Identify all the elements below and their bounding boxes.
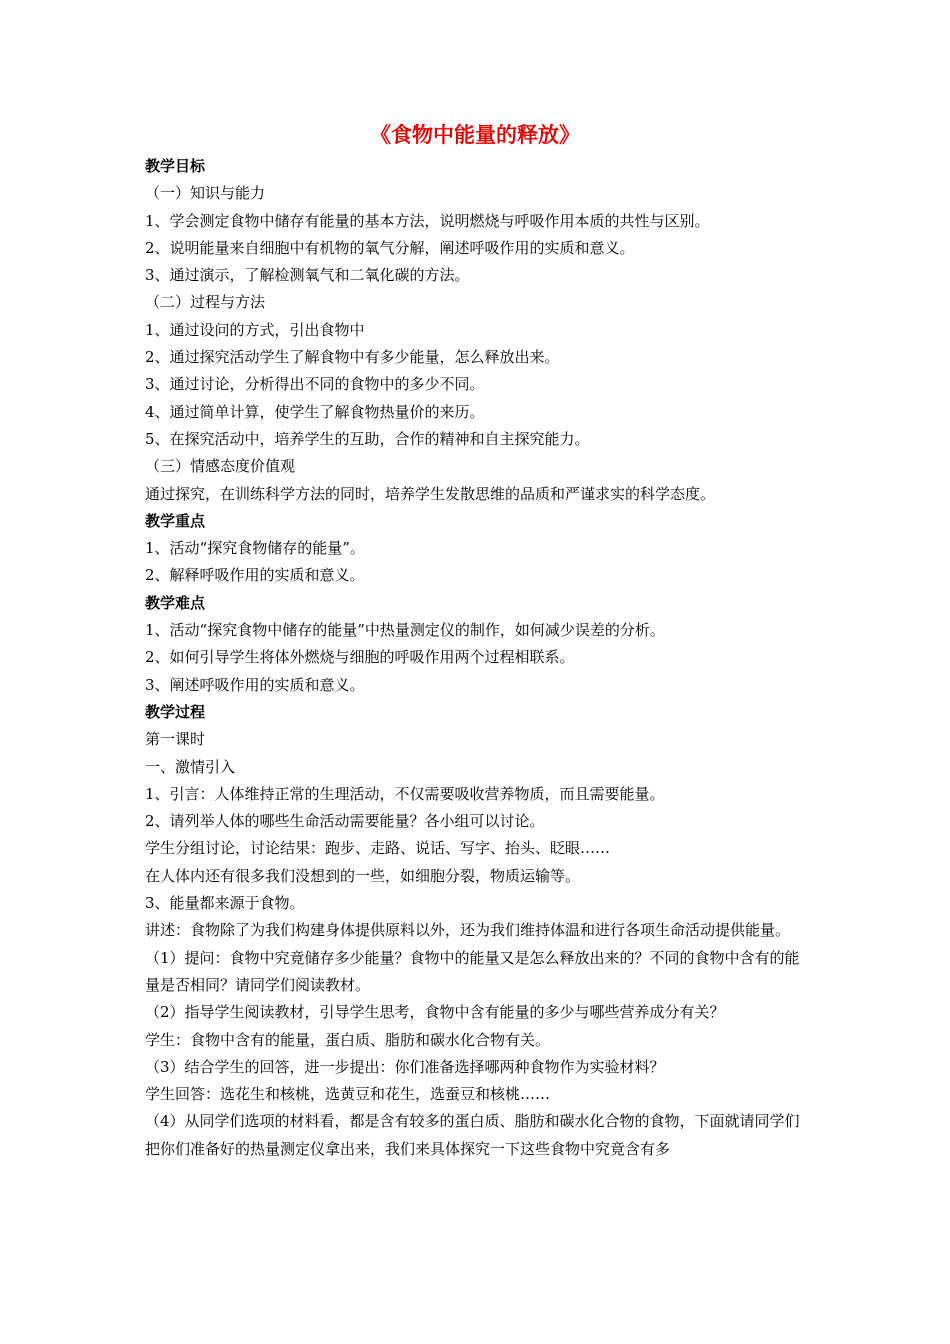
- subheading-knowledge: （一）知识与能力: [145, 184, 266, 203]
- lesson-label: 第一课时: [145, 730, 206, 749]
- document-body: [145, 153, 813, 1163]
- objective-item: 2、通过探究活动学生了解食物中有多少能量，怎么释放出来。: [145, 348, 560, 367]
- part-label: 一、激情引入: [145, 757, 236, 776]
- subheading-attitude: （三）情感态度价值观: [145, 457, 296, 476]
- process-paragraph: 学生：食物中含有的能量，蛋白质、脂肪和碳水化合物有关。: [145, 1030, 551, 1049]
- difficulty-item: 1、活动“探究食物中储存的能量”中热量测定仪的制作，如何减少误差的分析。: [145, 621, 665, 640]
- process-paragraph: 1、引言：人体维持正常的生理活动，不仅需要吸收营养物质，而且需要能量。: [145, 784, 665, 803]
- document-title: 《食物中能量的释放》: [370, 123, 580, 147]
- heading-difficulties: 教学难点: [145, 593, 206, 612]
- objective-item: 3、通过讨论，分析得出不同的食物中的多少不同。: [145, 375, 485, 394]
- heading-process: 教学过程: [145, 702, 206, 721]
- key-point-item: 2、解释呼吸作用的实质和意义。: [145, 566, 365, 585]
- process-paragraph: （1）提问：食物中究竟储存多少能量？食物中的能量又是怎么释放出来的？不同的食物中含有的能量是否相同？请同学们阅读教材。: [145, 948, 800, 994]
- heading-key-points: 教学重点: [145, 511, 206, 530]
- objective-item: 1、通过设问的方式，引出食物中: [145, 320, 365, 339]
- objective-item: 通过探究，在训练科学方法的同时，培养学生发散思维的品质和严谨求实的科学态度。: [145, 484, 716, 503]
- process-paragraph: 2、请列举人体的哪些生命活动需要能量？各小组可以讨论。: [145, 812, 545, 831]
- objective-item: 5、在探究活动中，培养学生的互助，合作的精神和自主探究能力。: [145, 429, 590, 448]
- objective-item: 4、通过简单计算，使学生了解食物热量价的来历。: [145, 402, 485, 421]
- objective-item: 1、学会测定食物中储存有能量的基本方法，说明燃烧与呼吸作用本质的共性与区别。: [145, 211, 710, 230]
- process-paragraph: 在人体内还有很多我们没想到的一些，如细胞分裂，物质运输等。: [145, 866, 581, 885]
- objective-item: 3、通过演示，了解检测氧气和二氧化碳的方法。: [145, 266, 470, 285]
- process-paragraph: （2）指导学生阅读教材，引导学生思考，食物中含有能量的多少与哪些营养成分有关？: [145, 1003, 725, 1022]
- process-paragraph: 讲述：食物除了为我们构建身体提供原料以外，还为我们维持体温和进行各项生命活动提供能量。: [145, 921, 791, 940]
- process-paragraph: （3）结合学生的回答，进一步提出：你们准备选择哪两种食物作为实验材料？: [145, 1057, 665, 1076]
- process-paragraph: （4）从同学们选项的材料看，都是含有较多的蛋白质、脂肪和碳水化合物的食物，下面就请同学们把你们准备好的热量测定仪拿出来，我们来具体探究一下这些食物中究竟含有多: [145, 1112, 800, 1158]
- difficulty-item: 3、阐述呼吸作用的实质和意义。: [145, 675, 365, 694]
- process-paragraph: 学生回答：选花生和核桃，选黄豆和花生，选蚕豆和核桃……: [145, 1085, 551, 1104]
- objective-item: 2、说明能量来自细胞中有机物的氧气分解，阐述呼吸作用的实质和意义。: [145, 238, 635, 257]
- difficulty-item: 2、如何引导学生将体外燃烧与细胞的呼吸作用两个过程相联系。: [145, 648, 575, 667]
- subheading-process-method: （二）过程与方法: [145, 293, 266, 312]
- process-paragraph: 学生分组讨论，讨论结果：跑步、走路、说话、写字、抬头、眨眼……: [145, 839, 611, 858]
- heading-objectives: 教学目标: [145, 157, 206, 175]
- key-point-item: 1、活动“探究食物储存的能量”。: [145, 539, 365, 558]
- process-paragraph: 3、能量都来源于食物。: [145, 894, 305, 913]
